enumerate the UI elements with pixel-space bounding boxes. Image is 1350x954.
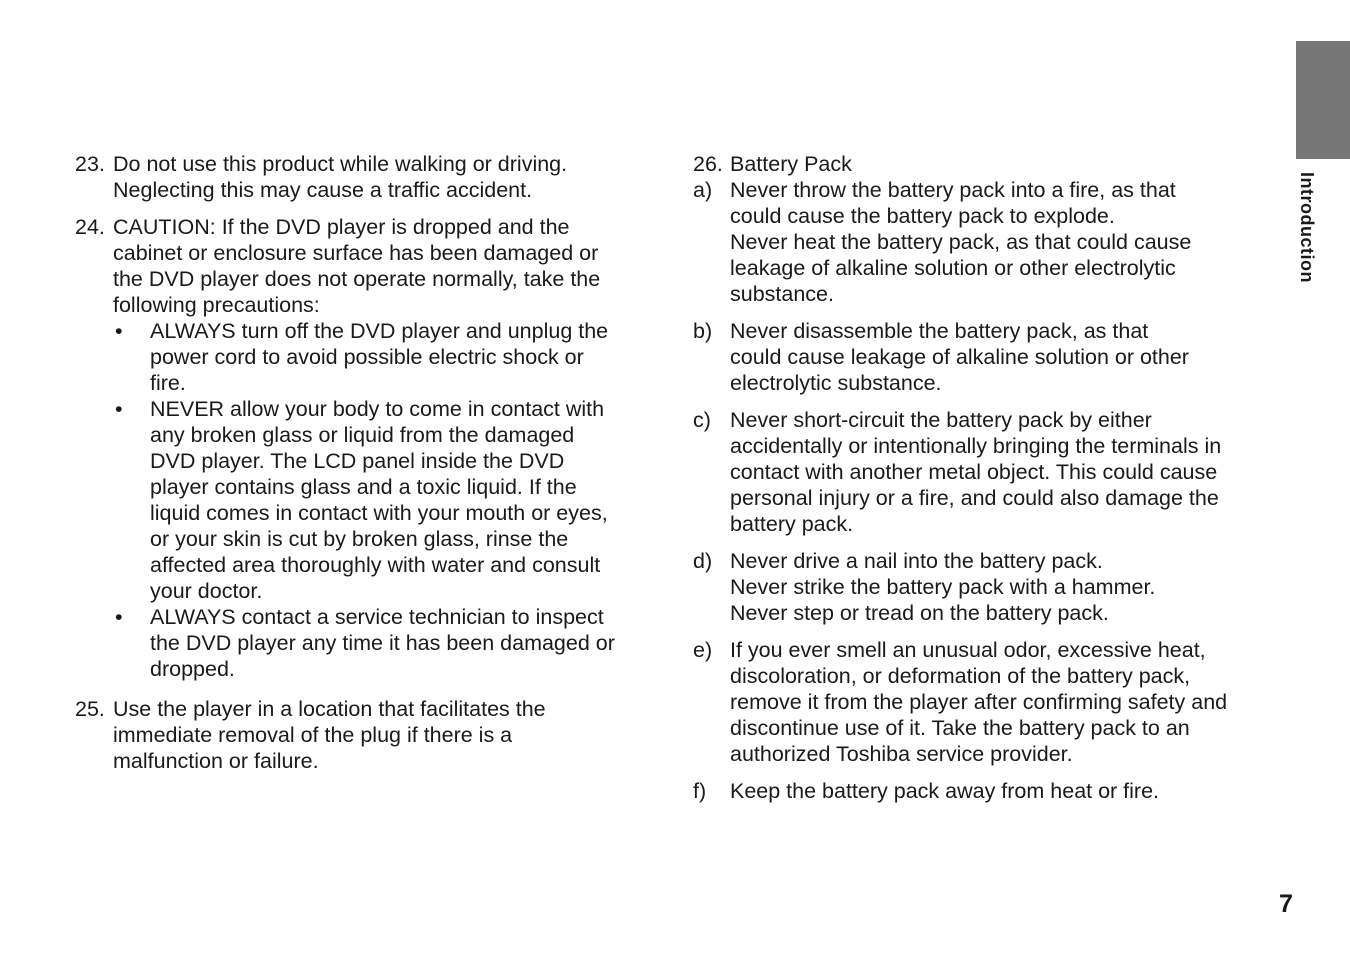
text-line: Never throw the battery pack into a fire, as that (730, 178, 1176, 202)
text-line: DVD player. The LCD panel inside the DVD (150, 449, 565, 473)
subitem-e (693, 637, 1283, 767)
subitem-d (693, 548, 1283, 626)
text-line: any broken glass or liquid from the damaged (150, 423, 575, 447)
text-line: Keep the battery pack away from heat or fire. (730, 779, 1160, 803)
item-title-wrap (730, 151, 1283, 177)
subitem-marker: a) (693, 178, 713, 202)
text-line: leakage of alkaline solution or other electrolytic (730, 256, 1176, 280)
item-text (113, 151, 665, 203)
bullet-icon: • (115, 605, 123, 629)
subitem-text (730, 177, 1283, 307)
text-line: ALWAYS turn off the DVD player and unplug the (150, 319, 609, 343)
subitem-b (693, 318, 1283, 396)
subitem-marker: b) (693, 319, 713, 343)
text-line: discoloration, or deformation of the battery pack, (730, 664, 1191, 688)
subitem-text (730, 778, 1283, 804)
text-line: or your skin is cut by broken glass, rinse the (150, 527, 569, 551)
list-item-25 (75, 696, 665, 774)
text-line: contact with another metal object. This could cause (730, 460, 1218, 484)
text-line: dropped. (150, 657, 235, 681)
text-line: Never heat the battery pack, as that could cause (730, 230, 1192, 254)
bullet-icon: • (115, 319, 123, 343)
text-line: remove it from the player after confirming safety and (730, 690, 1228, 714)
item-text (113, 696, 665, 774)
subitem-text (730, 407, 1283, 537)
bullet-icon: • (115, 397, 123, 421)
item-number: 26. (693, 152, 723, 176)
left-column (75, 151, 665, 774)
subitem-marker: e) (693, 638, 713, 662)
section-tab (1296, 41, 1350, 159)
text-line: immediate removal of the plug if there is a (113, 723, 513, 747)
text-line: Never drive a nail into the battery pack. (730, 549, 1103, 573)
text-line: Never step or tread on the battery pack. (730, 601, 1109, 625)
text-line: Neglecting this may cause a traffic accident. (113, 178, 533, 202)
text-line: discontinue use of it. Take the battery pack to an (730, 716, 1190, 740)
section-tab-label (1293, 172, 1321, 296)
text-line: power cord to avoid possible electric shock or (150, 345, 584, 369)
text-line: CAUTION: If the DVD player is dropped and the (113, 215, 570, 239)
subitem-marker: f) (693, 779, 707, 803)
text-line: NEVER allow your body to come in contact with (150, 397, 605, 421)
text-line: affected area thoroughly with water and consult (150, 553, 601, 577)
item-text (113, 214, 665, 682)
item-title: Battery Pack (730, 152, 852, 176)
subitem-text (730, 548, 1283, 626)
text-line: accidentally or intentionally bringing the terminals in (730, 434, 1222, 458)
precautions-list (113, 318, 665, 682)
text-line: malfunction or failure. (113, 749, 319, 773)
subitem-f (693, 778, 1283, 804)
text-line: ALWAYS contact a service technician to inspect (150, 605, 604, 629)
subitem-text (730, 318, 1283, 396)
bullet-text (150, 318, 665, 396)
subitem-c (693, 407, 1283, 537)
text-line: the DVD player any time it has been damaged or (150, 631, 615, 655)
right-column (693, 151, 1283, 804)
subitem-text (730, 637, 1283, 767)
list-item-24 (75, 214, 665, 682)
text-line: electrolytic substance. (730, 371, 942, 395)
subitem-marker: d) (693, 549, 713, 573)
text-line: Never short-circuit the battery pack by either (730, 408, 1152, 432)
text-line: Use the player in a location that facilitates the (113, 697, 546, 721)
text-line: If you ever smell an unusual odor, excessive heat, (730, 638, 1206, 662)
subitem-a (693, 177, 1283, 307)
text-line: authorized Toshiba service provider. (730, 742, 1073, 766)
text-line: fire. (150, 371, 186, 395)
list-item-23 (75, 151, 665, 203)
text-line: your doctor. (150, 579, 263, 603)
text-line: battery pack. (730, 512, 854, 536)
text-line: Never strike the battery pack with a hammer. (730, 575, 1156, 599)
bullet-item (113, 318, 665, 396)
text-line: liquid comes in contact with your mouth or eyes, (150, 501, 608, 525)
section-label: Introduction (1297, 172, 1317, 283)
item-number: 25. (75, 697, 105, 721)
bullet-text (150, 604, 665, 682)
page-number: 7 (1279, 890, 1293, 918)
item-number: 24. (75, 215, 105, 239)
text-line: Never disassemble the battery pack, as that (730, 319, 1149, 343)
text-line: player contains glass and a toxic liquid. If the (150, 475, 577, 499)
item-number: 23. (75, 152, 105, 176)
text-line: cabinet or enclosure surface has been damaged or (113, 241, 599, 265)
text-line: substance. (730, 282, 834, 306)
text-line: could cause the battery pack to explode. (730, 204, 1115, 228)
subitem-marker: c) (693, 408, 711, 432)
text-line: Do not use this product while walking or driving. (113, 152, 568, 176)
text-line: could cause leakage of alkaline solution or other (730, 345, 1189, 369)
text-line: following precautions: (113, 293, 320, 317)
text-line: the DVD player does not operate normally, take the (113, 267, 601, 291)
bullet-item (113, 396, 665, 604)
text-line: personal injury or a fire, and could also damage the (730, 486, 1219, 510)
bullet-text (150, 396, 665, 604)
bullet-item (113, 604, 665, 682)
list-item-26 (693, 151, 1283, 177)
